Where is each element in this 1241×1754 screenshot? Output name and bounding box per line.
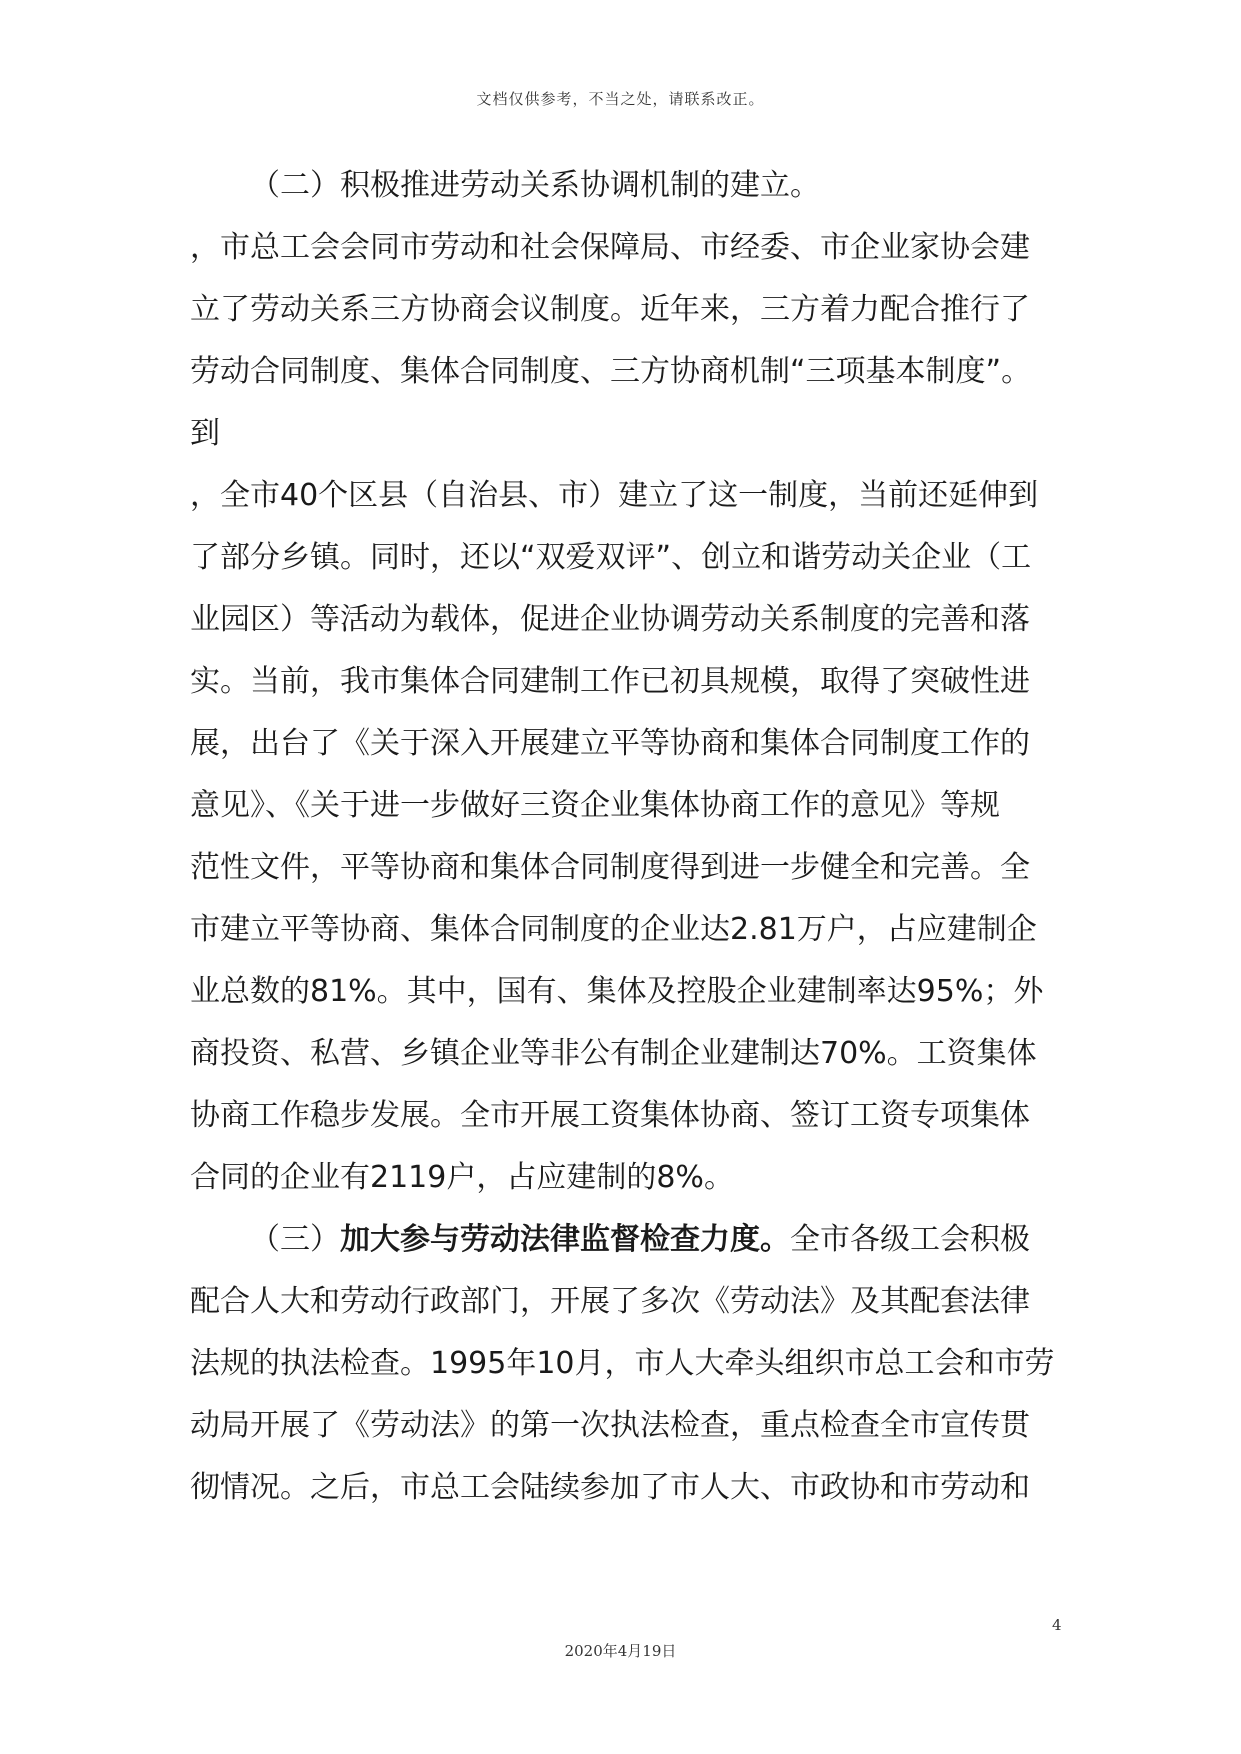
page-header-notice: 文档仅供参考，不当之处，请联系改正。	[476, 90, 765, 108]
paragraph-line: 了部分乡镇。同时，还以“双爱双评”、创立和谐劳动关企业（工	[190, 540, 1032, 575]
paragraph-line: 法规的执法检查。1995年10月，市人大牵头组织市总工会和市劳	[190, 1346, 1055, 1381]
document-body	[190, 155, 1055, 1519]
paragraph-line: 市建立平等协商、集体合同制度的企业达2.81万户，占应建制企	[190, 912, 1037, 947]
paragraph-line: 配合人大和劳动行政部门，开展了多次《劳动法》及其配套法律	[190, 1284, 1030, 1319]
section-heading: （二）积极推进劳动关系协调机制的建立。	[250, 168, 820, 203]
paragraph-line: 实。当前，我市集体合同建制工作已初具规模，取得了突破性进	[190, 664, 1030, 699]
paragraph-line: 意见》、《关于进一步做好三资企业集体协商工作的意见》等规	[190, 788, 1000, 823]
paragraph-line: 展，出台了《关于深入开展建立平等协商和集体合同制度工作的	[190, 726, 1030, 761]
footer-date: 2020年4月19日	[564, 1642, 677, 1660]
paragraph-line: 商投资、私营、乡镇企业等非公有制企业建制达70%。工资集体	[190, 1036, 1037, 1071]
section-3-heading: 加大参与劳动法律监督检查力度。	[340, 1222, 790, 1257]
paragraph-line: 到	[190, 416, 220, 451]
section-3-number: （三）	[250, 1222, 340, 1257]
paragraph-line: 动局开展了《劳动法》的第一次执法检查，重点检查全市宣传贯	[190, 1408, 1030, 1443]
paragraph-line: 业总数的81%。其中，国有、集体及控股企业建制率达95%；外	[190, 974, 1044, 1009]
paragraph-line: ，全市40个区县（自治县、市）建立了这一制度，当前还延伸到	[190, 478, 1039, 513]
paragraph-line: 业园区）等活动为载体，促进企业协调劳动关系制度的完善和落	[190, 602, 1030, 637]
page-number: 4	[1052, 1616, 1062, 1634]
paragraph-line: 范性文件，平等协商和集体合同制度得到进一步健全和完善。全	[190, 850, 1030, 885]
paragraph-line: 立了劳动关系三方协商会议制度。近年来，三方着力配合推行了	[190, 292, 1030, 327]
paragraph-line: 劳动合同制度、集体合同制度、三方协商机制“三项基本制度”。	[190, 354, 1032, 389]
paragraph-line: 合同的企业有2119户，占应建制的8%。	[190, 1160, 734, 1195]
section-3-text: 全市各级工会积极	[790, 1222, 1030, 1257]
paragraph-line: ，市总工会会同市劳动和社会保障局、市经委、市企业家协会建	[190, 230, 1030, 265]
section-3-first-line	[190, 1209, 1050, 1271]
paragraph-line: 彻情况。之后，市总工会陆续参加了市人大、市政协和市劳动和	[190, 1470, 1030, 1505]
paragraph-line: 协商工作稳步发展。全市开展工资集体协商、签订工资专项集体	[190, 1098, 1030, 1133]
